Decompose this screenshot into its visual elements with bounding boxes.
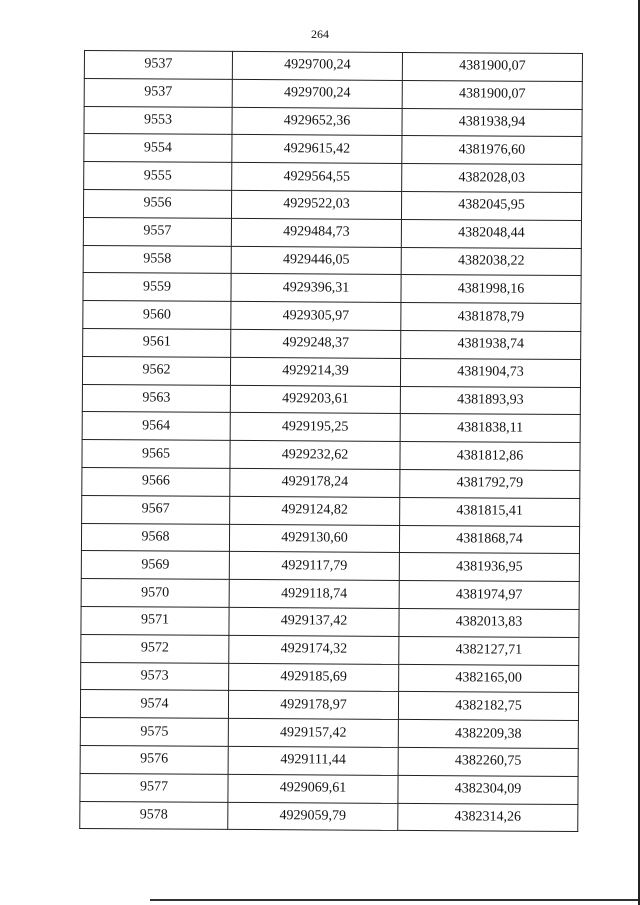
- table-row: [80, 801, 578, 832]
- table-row: [81, 634, 579, 665]
- table-row: [82, 440, 580, 471]
- y-coordinate-cell: 4382260,75: [398, 747, 578, 776]
- x-coordinate-cell: 4929652,36: [232, 107, 402, 136]
- x-coordinate-cell: 4929195,25: [230, 413, 400, 442]
- point-number-cell: 9559: [83, 273, 231, 302]
- x-coordinate-cell: 4929111,44: [228, 746, 398, 775]
- table-row: [84, 106, 582, 137]
- x-coordinate-cell: 4929118,74: [229, 580, 399, 609]
- x-coordinate-cell: 4929069,61: [228, 774, 398, 803]
- table-row: [81, 606, 579, 637]
- table-row: [84, 134, 582, 165]
- point-number-cell: 9557: [83, 217, 231, 246]
- point-number-cell: 9537: [84, 51, 232, 80]
- point-number-cell: 9572: [81, 634, 229, 663]
- point-number-cell: 9560: [83, 301, 231, 330]
- y-coordinate-cell: 4382165,00: [399, 664, 579, 693]
- point-number-cell: 9568: [81, 523, 229, 552]
- table-row: [82, 467, 580, 498]
- table-row: [82, 384, 580, 415]
- point-number-cell: 9556: [83, 189, 231, 218]
- point-number-cell: 9537: [84, 78, 232, 107]
- x-coordinate-cell: 4929203,61: [230, 385, 400, 414]
- point-number-cell: 9571: [81, 606, 229, 635]
- table-row: [84, 78, 582, 109]
- x-coordinate-cell: 4929174,32: [229, 635, 399, 664]
- x-coordinate-cell: 4929305,97: [231, 302, 401, 331]
- table-row: [80, 718, 578, 749]
- x-coordinate-cell: 4929178,97: [228, 691, 398, 720]
- y-coordinate-cell: 4382209,38: [398, 720, 578, 749]
- table-row: [83, 301, 581, 332]
- x-coordinate-cell: 4929137,42: [229, 607, 399, 636]
- y-coordinate-cell: 4382045,95: [401, 191, 581, 220]
- x-coordinate-cell: 4929059,79: [228, 802, 398, 831]
- point-number-cell: 9578: [80, 801, 228, 830]
- point-number-cell: 9576: [80, 745, 228, 774]
- point-number-cell: 9561: [83, 328, 231, 357]
- x-coordinate-cell: 4929248,37: [231, 329, 401, 358]
- x-coordinate-cell: 4929700,24: [232, 79, 402, 108]
- table-row: [81, 662, 579, 693]
- table-row: [83, 328, 581, 359]
- table-row: [80, 773, 578, 804]
- y-coordinate-cell: 4382182,75: [398, 692, 578, 721]
- coordinates-table: [79, 50, 583, 832]
- point-number-cell: 9575: [80, 718, 228, 747]
- y-coordinate-cell: 4381812,86: [400, 442, 580, 471]
- y-coordinate-cell: 4381792,79: [400, 469, 580, 498]
- x-coordinate-cell: 4929615,42: [232, 135, 402, 164]
- x-coordinate-cell: 4929214,39: [230, 357, 400, 386]
- point-number-cell: 9564: [82, 412, 230, 441]
- y-coordinate-cell: 4381998,16: [401, 275, 581, 304]
- point-number-cell: 9562: [82, 356, 230, 385]
- y-coordinate-cell: 4382013,83: [399, 608, 579, 637]
- table-row: [83, 245, 581, 276]
- y-coordinate-cell: 4381976,60: [402, 136, 582, 165]
- point-number-cell: 9563: [82, 384, 230, 413]
- y-coordinate-cell: 4381900,07: [402, 80, 582, 109]
- point-number-cell: 9567: [82, 495, 230, 524]
- table-row: [83, 189, 581, 220]
- table-row: [80, 745, 578, 776]
- y-coordinate-cell: 4381938,94: [402, 108, 582, 137]
- point-number-cell: 9565: [82, 440, 230, 469]
- x-coordinate-cell: 4929564,55: [232, 163, 402, 192]
- y-coordinate-cell: 4381936,95: [399, 553, 579, 582]
- table-row: [84, 51, 582, 82]
- y-coordinate-cell: 4381900,07: [402, 52, 582, 81]
- y-coordinate-cell: 4381878,79: [401, 303, 581, 332]
- x-coordinate-cell: 4929124,82: [230, 496, 400, 525]
- point-number-cell: 9554: [84, 134, 232, 163]
- y-coordinate-cell: 4381904,73: [400, 358, 580, 387]
- table-row: [83, 273, 581, 304]
- point-number-cell: 9573: [81, 662, 229, 691]
- y-coordinate-cell: 4381838,11: [400, 414, 580, 443]
- scan-edge-bottom: [150, 899, 640, 901]
- point-number-cell: 9555: [84, 162, 232, 191]
- table-row: [82, 495, 580, 526]
- table-row: [80, 690, 578, 721]
- table-row: [83, 217, 581, 248]
- point-number-cell: 9566: [82, 467, 230, 496]
- point-number-cell: 9570: [81, 579, 229, 608]
- y-coordinate-cell: 4381815,41: [400, 497, 580, 526]
- table-row: [82, 356, 580, 387]
- x-coordinate-cell: 4929522,03: [231, 190, 401, 219]
- y-coordinate-cell: 4382048,44: [401, 219, 581, 248]
- y-coordinate-cell: 4382038,22: [401, 247, 581, 276]
- point-number-cell: 9553: [84, 106, 232, 135]
- table-body: [80, 51, 583, 832]
- x-coordinate-cell: 4929178,24: [230, 468, 400, 497]
- y-coordinate-cell: 4381974,97: [399, 581, 579, 610]
- x-coordinate-cell: 4929130,60: [229, 524, 399, 553]
- x-coordinate-cell: 4929185,69: [229, 663, 399, 692]
- table-row: [81, 579, 579, 610]
- y-coordinate-cell: 4382304,09: [398, 775, 578, 804]
- x-coordinate-cell: 4929396,31: [231, 274, 401, 303]
- point-number-cell: 9569: [81, 551, 229, 580]
- y-coordinate-cell: 4381868,74: [399, 525, 579, 554]
- y-coordinate-cell: 4382028,03: [402, 164, 582, 193]
- point-number-cell: 9577: [80, 773, 228, 802]
- x-coordinate-cell: 4929446,05: [231, 246, 401, 275]
- y-coordinate-cell: 4381938,74: [401, 330, 581, 359]
- x-coordinate-cell: 4929700,24: [232, 51, 402, 80]
- y-coordinate-cell: 4381893,93: [400, 386, 580, 415]
- x-coordinate-cell: 4929157,42: [228, 719, 398, 748]
- y-coordinate-cell: 4382127,71: [399, 636, 579, 665]
- x-coordinate-cell: 4929484,73: [231, 218, 401, 247]
- table-row: [82, 412, 580, 443]
- y-coordinate-cell: 4382314,26: [398, 803, 578, 832]
- table-row: [81, 523, 579, 554]
- coordinates-table-container: [79, 50, 582, 832]
- x-coordinate-cell: 4929232,62: [230, 441, 400, 470]
- point-number-cell: 9574: [80, 690, 228, 719]
- table-row: [84, 162, 582, 193]
- x-coordinate-cell: 4929117,79: [229, 552, 399, 581]
- point-number-cell: 9558: [83, 245, 231, 274]
- page-number: 264: [311, 27, 329, 41]
- table-row: [81, 551, 579, 582]
